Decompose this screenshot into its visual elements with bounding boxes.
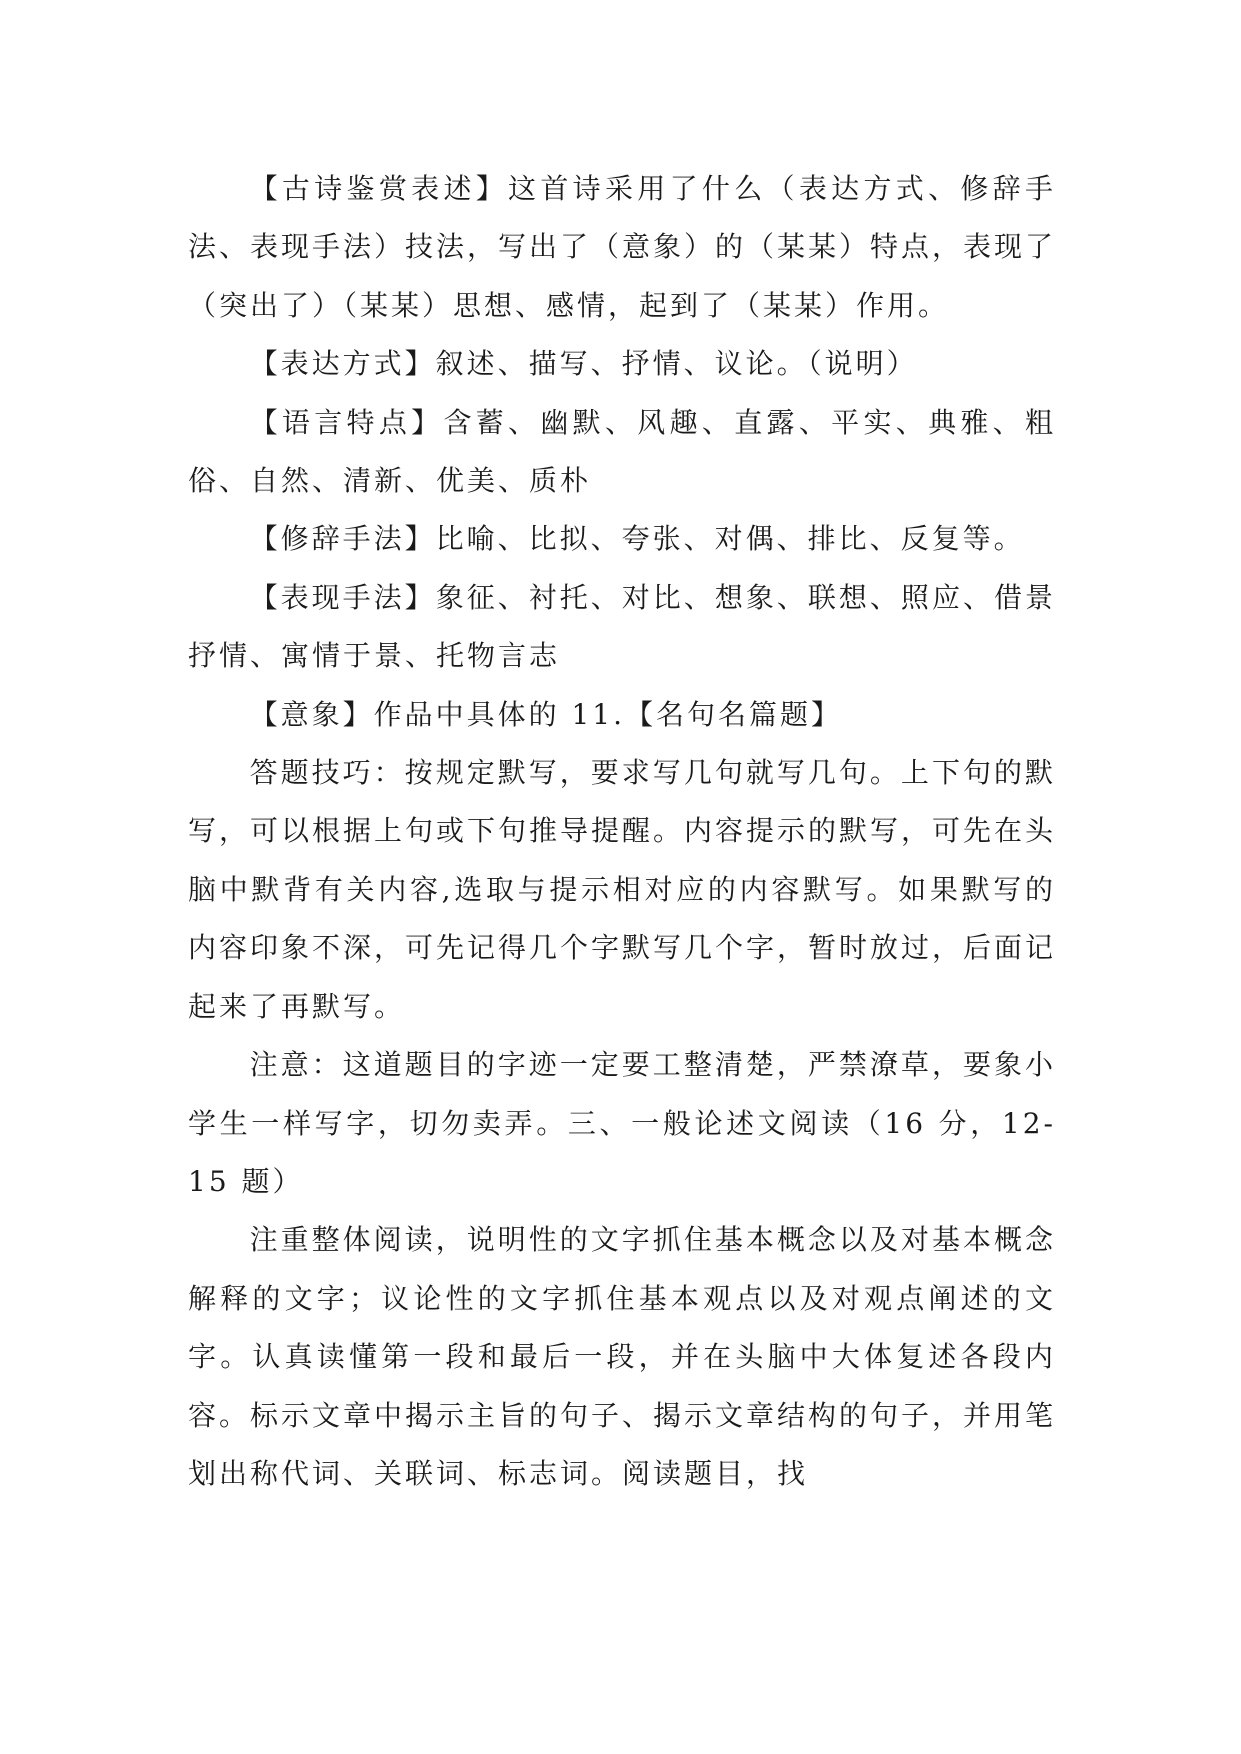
paragraph-imagery: 【意象】作品中具体的 11.【名句名篇题】 (249, 697, 843, 731)
paragraph-expression-methods: 【表达方式】叙述、描写、抒情、议论。（说明） (249, 347, 918, 381)
paragraph-expressive-techniques: 【表现手法】象征、衬托、对比、想象、联想、照应、借景抒情、寓情于景、托物言志 (188, 580, 1056, 673)
paragraph-attention: 注意：这道题目的字迹一定要工整清楚，严禁潦草，要象小学生一样写字，切勿卖弄。三、一般论述文阅读（16 分，12-15 题） (188, 1048, 1056, 1198)
document-body (188, 160, 1056, 1503)
paragraph-poetry-appreciation: 【古诗鉴赏表述】这首诗采用了什么（表达方式、修辞手法、表现手法）技法，写出了（意象）的（某某）特点，表现了（突出了）（某某）思想、感情，起到了（某某）作用。 (188, 172, 1057, 322)
paragraph-language-features: 【语言特点】含蓄、幽默、风趣、直露、平实、典雅、粗俗、自然、清新、优美、质朴 (188, 405, 1056, 498)
paragraph-reading-method: 注重整体阅读，说明性的文字抓住基本概念以及对基本概念解释的文字；议论性的文字抓住基本观点以及对观点阐述的文字。认真读懂第一段和最后一段，并在头脑中大体复述各段内容。标示文章中揭示主旨的句子、揭示文章结构的句子，并用笔划出称代词、关联词、标志词。阅读题目，找 (188, 1223, 1057, 1490)
paragraph-answer-tips: 答题技巧：按规定默写，要求写几句就写几句。上下句的默写，可以根据上句或下句推导提醒。内容提示的默写，可先在头脑中默背有关内容,选取与提示相对应的内容默写。如果默写的内容印象不深，可先记得几个字默写几个字，暂时放过，后面记起来了再默写。 (188, 756, 1057, 1023)
paragraph-rhetorical-devices: 【修辞手法】比喻、比拟、夸张、对偶、排比、反复等。 (249, 522, 1025, 556)
